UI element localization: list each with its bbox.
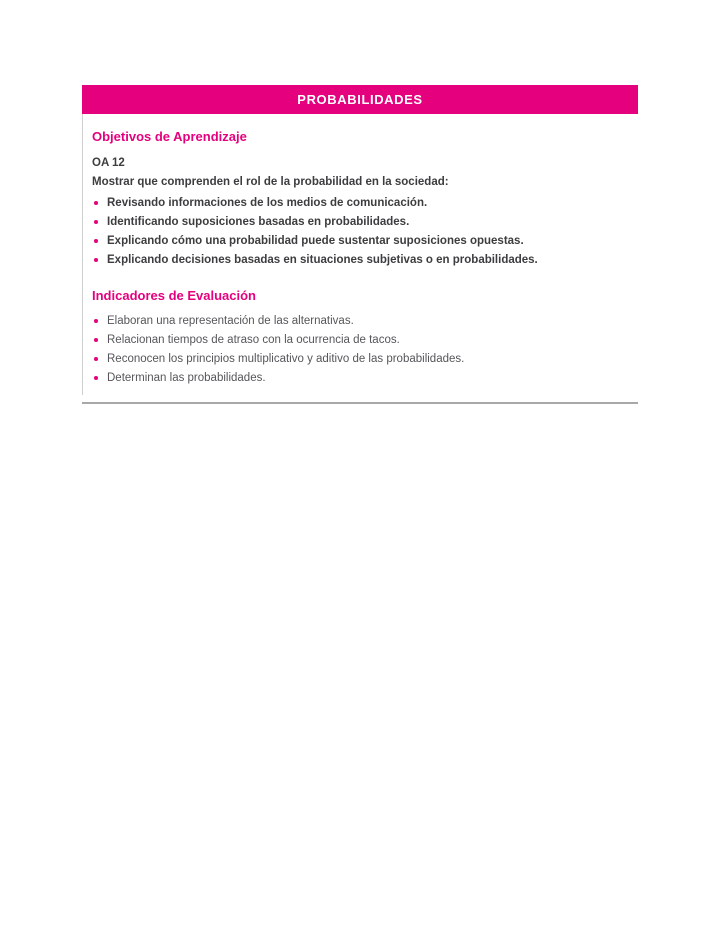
bullet-icon [94,376,98,380]
unit-content [82,114,638,395]
bottom-divider [82,402,638,404]
list-item-label: Relacionan tiempos de atraso con la ocurrencia de tacos. [107,334,400,346]
list-item [92,315,638,328]
list-item-label: Reconocen los principios multiplicativo y aditivo de las probabilidades. [107,353,465,365]
list-item [92,334,638,347]
bullet-icon [94,319,98,323]
list-item-label: Explicando decisiones basadas en situaciones subjetivas o en probabilidades. [107,254,538,266]
list-item [92,216,638,229]
list-item [92,372,638,385]
indicators-heading: Indicadores de Evaluación [92,288,256,303]
bullet-icon [94,258,98,262]
list-item-label: Identificando suposiciones basadas en probabilidades. [107,216,410,228]
objectives-heading: Objetivos de Aprendizaje [92,129,247,144]
bullet-icon [94,338,98,342]
bullet-icon [94,357,98,361]
objectives-list [92,197,638,267]
bullet-icon [94,220,98,224]
page-title: PROBABILIDADES [297,92,423,107]
list-item-label: Revisando informaciones de los medios de comunicación. [107,197,428,209]
list-item-label: Explicando cómo una probabilidad puede sustentar suposiciones opuestas. [107,235,524,247]
objectives-intro: Mostrar que comprenden el rol de la probabilidad en la sociedad: [92,176,449,188]
unit-block [82,85,638,404]
list-item [92,254,638,267]
bullet-icon [94,201,98,205]
list-item [92,197,638,210]
list-item [92,235,638,248]
unit-title-bar [82,85,638,114]
bullet-icon [94,239,98,243]
oa-code: OA 12 [92,157,125,169]
list-item-label: Elaboran una representación de las alternativas. [107,315,354,327]
list-item [92,353,638,366]
list-item-label: Determinan las probabilidades. [107,372,266,384]
indicators-list [92,315,638,385]
